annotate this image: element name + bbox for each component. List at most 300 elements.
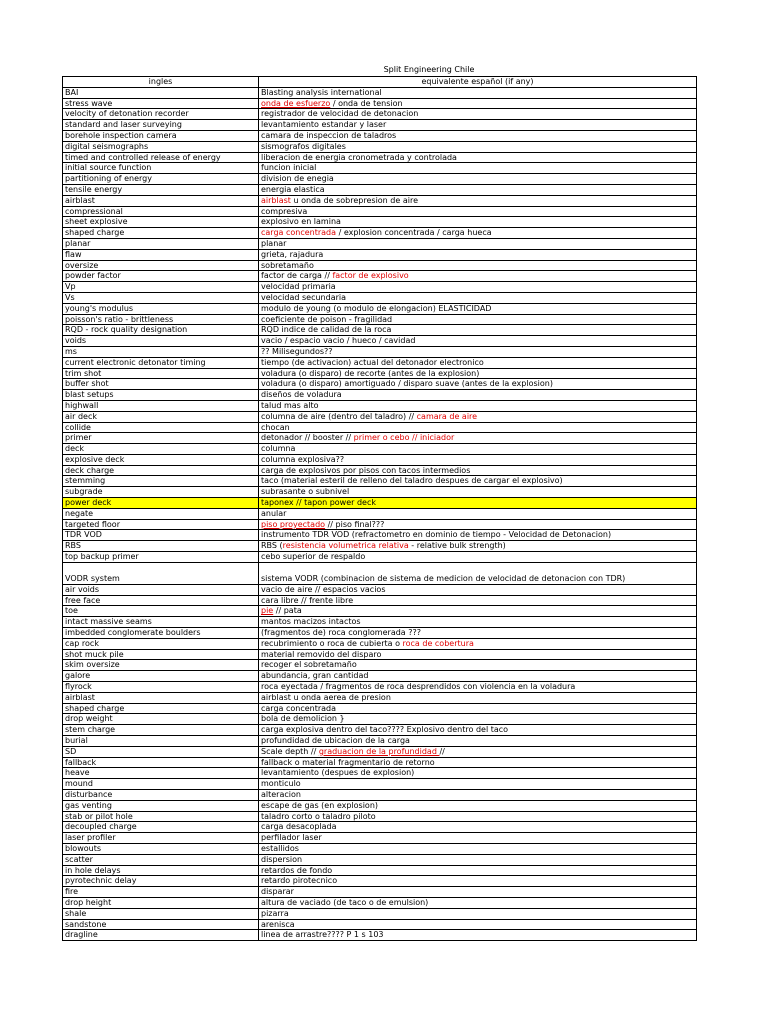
term-text: Scale depth // — [261, 746, 319, 756]
table-row — [63, 628, 697, 639]
english-term-cell: stress wave — [63, 98, 259, 109]
english-term-cell: drop height — [63, 897, 259, 908]
table-row — [63, 487, 697, 498]
table-row — [63, 400, 697, 411]
highlighted-term: onda de esfuerzo — [261, 98, 331, 108]
spanish-term-cell — [259, 487, 697, 498]
english-term-cell: primer — [63, 433, 259, 444]
term-text: vacio / espacio vacio / hueco / cavidad — [261, 336, 416, 346]
table-row — [63, 671, 697, 682]
english-term-cell: digital seismographs — [63, 141, 259, 152]
term-text: // — [439, 746, 445, 756]
table-row — [63, 779, 697, 790]
table-row — [63, 660, 697, 671]
spanish-term-cell — [259, 87, 697, 98]
table-row — [63, 887, 697, 898]
english-term-cell: trim shot — [63, 368, 259, 379]
table-row — [63, 757, 697, 768]
spanish-term-cell — [259, 628, 697, 639]
table-row — [63, 811, 697, 822]
english-term-cell: oversize — [63, 260, 259, 271]
term-text: bola de demolicion } — [261, 714, 345, 724]
table-row — [63, 98, 697, 109]
spanish-term-cell — [259, 465, 697, 476]
spanish-term-cell — [259, 811, 697, 822]
english-term-cell: imbedded conglomerate boulders — [63, 628, 259, 639]
header-spanish: equivalente español (if any) — [259, 77, 697, 88]
table-row — [63, 768, 697, 779]
english-term-cell: air deck — [63, 411, 259, 422]
spanish-term-cell — [259, 336, 697, 347]
term-text: // piso final??? — [325, 519, 385, 529]
glossary-table — [62, 76, 697, 941]
spanish-term-cell — [259, 562, 697, 584]
spanish-term-cell — [259, 98, 697, 109]
term-text: monticulo — [261, 779, 301, 789]
spanish-term-cell — [259, 141, 697, 152]
term-text: camara de inspeccion de taladros — [261, 130, 397, 140]
table-row — [63, 649, 697, 660]
table-row — [63, 897, 697, 908]
english-term-cell: stab or pilot hole — [63, 811, 259, 822]
table-row — [63, 282, 697, 293]
spanish-term-cell — [259, 271, 697, 282]
english-term-cell: tensile energy — [63, 184, 259, 195]
english-term-cell: toe — [63, 606, 259, 617]
term-text: carga concentrada — [261, 703, 337, 713]
english-term-cell: RQD - rock quality designation — [63, 325, 259, 336]
spanish-term-cell — [259, 422, 697, 433]
term-text: levantamiento (despues de explosion) — [261, 768, 415, 778]
term-text: taponex // tapon power deck — [261, 498, 376, 508]
english-term-cell: RBS — [63, 541, 259, 552]
table-row — [63, 120, 697, 131]
term-text: cara libre // frente libre — [261, 595, 354, 605]
term-text: talud mas alto — [261, 400, 319, 410]
table-row — [63, 217, 697, 228]
english-term-cell: skim oversize — [63, 660, 259, 671]
spanish-term-cell — [259, 411, 697, 422]
english-term-cell: power deck — [63, 498, 259, 509]
table-row — [63, 638, 697, 649]
term-text: material removido del disparo — [261, 649, 382, 659]
term-text: // pata — [273, 606, 302, 616]
table-row — [63, 476, 697, 487]
term-text: alteracion — [261, 790, 301, 799]
spanish-term-cell — [259, 152, 697, 163]
term-text: subrasante o subnivel — [261, 487, 350, 497]
table-row — [63, 314, 697, 325]
table-row — [63, 271, 697, 282]
table-row — [63, 325, 697, 336]
spanish-term-cell — [259, 584, 697, 595]
english-term-cell: collide — [63, 422, 259, 433]
spanish-term-cell — [259, 897, 697, 908]
english-term-cell: velocity of detonation recorder — [63, 109, 259, 120]
english-term-cell: shale — [63, 908, 259, 919]
term-text: (fragmentos de) roca conglomerada ??? — [261, 628, 421, 638]
term-text: fallback o material fragmentario de retorno — [261, 757, 435, 767]
term-text: chocan — [261, 422, 290, 432]
spanish-term-cell — [259, 163, 697, 174]
spanish-term-cell — [259, 530, 697, 541]
table-row — [63, 530, 697, 541]
table-row — [63, 919, 697, 930]
table-row — [63, 736, 697, 747]
english-term-cell: powder factor — [63, 271, 259, 282]
spanish-term-cell — [259, 649, 697, 660]
spanish-term-cell — [259, 238, 697, 249]
table-row — [63, 822, 697, 833]
table-row — [63, 800, 697, 811]
spanish-term-cell — [259, 617, 697, 628]
english-term-cell: flyrock — [63, 682, 259, 693]
spanish-term-cell — [259, 314, 697, 325]
spanish-term-cell — [259, 519, 697, 530]
english-term-cell: VODR system — [63, 562, 259, 584]
table-row — [63, 703, 697, 714]
spanish-term-cell — [259, 476, 697, 487]
table-row — [63, 238, 697, 249]
table-row — [63, 174, 697, 185]
spanish-term-cell — [259, 660, 697, 671]
term-text: diseños de voladura — [261, 390, 342, 400]
spanish-term-cell — [259, 865, 697, 876]
term-text: tiempo (de activacion) actual del detonador electronico — [261, 357, 484, 367]
spanish-term-cell — [259, 833, 697, 844]
highlighted-term: graduacion de la profundidad — [318, 746, 440, 756]
table-row — [63, 141, 697, 152]
highlighted-term: roca de cobertura — [402, 638, 474, 648]
table-row — [63, 184, 697, 195]
term-text: columna de aire (dentro del taladro) // — [261, 411, 417, 421]
english-term-cell: disturbance — [63, 790, 259, 801]
spanish-term-cell — [259, 260, 697, 271]
term-text: velocidad secundaria — [261, 292, 347, 302]
table-row — [63, 465, 697, 476]
english-term-cell: cap rock — [63, 638, 259, 649]
table-row — [63, 433, 697, 444]
english-term-cell: partitioning of energy — [63, 174, 259, 185]
spanish-term-cell — [259, 368, 697, 379]
english-term-cell: pyrotechnic delay — [63, 876, 259, 887]
term-text: anular — [261, 508, 287, 518]
english-term-cell: stemming — [63, 476, 259, 487]
spanish-term-cell — [259, 854, 697, 865]
english-term-cell: flaw — [63, 249, 259, 260]
term-text: grieta, rajadura — [261, 249, 324, 259]
english-term-cell: blast setups — [63, 390, 259, 401]
english-term-cell: deck charge — [63, 465, 259, 476]
term-text: carga de explosivos por pisos con tacos intermedios — [261, 465, 471, 475]
highlighted-term: pie — [261, 606, 274, 616]
spanish-term-cell — [259, 768, 697, 779]
spanish-term-cell — [259, 552, 697, 563]
term-text: modulo de young (o modulo de elongacion) ELASTICIDAD — [261, 303, 492, 313]
term-text: registrador de velocidad de detonacion — [261, 109, 419, 119]
spanish-term-cell — [259, 714, 697, 725]
term-text: pizarra — [261, 908, 289, 918]
table-row — [63, 454, 697, 465]
term-text: detonador // booster // — [261, 433, 354, 443]
table-row — [63, 595, 697, 606]
spanish-term-cell — [259, 228, 697, 239]
spanish-term-cell — [259, 800, 697, 811]
term-text: altura de vaciado (de taco o de emulsion) — [261, 897, 429, 907]
term-text: explosivo en lamina — [261, 217, 341, 227]
english-term-cell: current electronic detonator timing — [63, 357, 259, 368]
english-term-cell: young's modulus — [63, 303, 259, 314]
english-term-cell: explosive deck — [63, 454, 259, 465]
spanish-term-cell — [259, 346, 697, 357]
spanish-term-cell — [259, 184, 697, 195]
spanish-term-cell — [259, 498, 697, 509]
english-term-cell: laser profiler — [63, 833, 259, 844]
term-text: arenisca — [261, 919, 295, 929]
term-text: / explosion concentrada / carga hueca — [336, 228, 492, 238]
english-term-cell: initial source function — [63, 163, 259, 174]
spanish-term-cell — [259, 671, 697, 682]
english-term-cell: voids — [63, 336, 259, 347]
spreadsheet — [62, 64, 696, 941]
english-term-cell: shaped charge — [63, 228, 259, 239]
spanish-term-cell — [259, 595, 697, 606]
english-term-cell: sheet explosive — [63, 217, 259, 228]
spanish-term-cell — [259, 109, 697, 120]
english-term-cell: dragline — [63, 930, 259, 941]
table-row — [63, 519, 697, 530]
english-term-cell: mound — [63, 779, 259, 790]
spanish-term-cell — [259, 249, 697, 260]
spanish-term-cell — [259, 725, 697, 736]
term-text: planar — [261, 238, 287, 248]
term-text: cebo superior de respaldo — [261, 552, 366, 562]
english-term-cell: Vp — [63, 282, 259, 293]
spanish-term-cell — [259, 606, 697, 617]
english-term-cell: timed and controlled release of energy — [63, 152, 259, 163]
term-text: retardos de fondo — [261, 865, 333, 875]
spanish-term-cell — [259, 206, 697, 217]
table-row — [63, 865, 697, 876]
term-text: vacio de aire // espacios vacios — [261, 584, 386, 594]
spanish-term-cell — [259, 919, 697, 930]
table-row — [63, 541, 697, 552]
english-term-cell: top backup primer — [63, 552, 259, 563]
english-term-cell: TDR VOD — [63, 530, 259, 541]
term-text: abundancia, gran cantidad — [261, 671, 369, 681]
term-text: profundidad de ubicacion de la carga — [261, 736, 410, 746]
table-row — [63, 206, 697, 217]
term-text: columna explosiva?? — [261, 454, 345, 464]
spanish-term-cell — [259, 379, 697, 390]
english-term-cell: airblast — [63, 195, 259, 206]
english-term-cell: Vs — [63, 292, 259, 303]
spanish-term-cell — [259, 703, 697, 714]
table-row — [63, 152, 697, 163]
table-row — [63, 163, 697, 174]
highlighted-term: airblast — [261, 195, 291, 205]
english-term-cell: ms — [63, 346, 259, 357]
spanish-term-cell — [259, 325, 697, 336]
term-text: sistema VODR (combinacion de sistema de medicion de velocidad de detonacion con TDR) — [261, 574, 626, 584]
table-row — [63, 368, 697, 379]
table-row — [63, 843, 697, 854]
table-row — [63, 292, 697, 303]
table-row — [63, 562, 697, 584]
highlighted-term: resistencia volumetrica relativa — [282, 541, 409, 551]
english-term-cell: drop weight — [63, 714, 259, 725]
term-text: recubrimiento o roca de cubierta o — [261, 638, 403, 648]
term-text: - relative bulk strength) — [408, 541, 506, 551]
term-text: linea de arrastre???? P 1 s 103 — [261, 930, 384, 940]
spanish-term-cell — [259, 454, 697, 465]
spanish-term-cell — [259, 908, 697, 919]
spanish-term-cell — [259, 508, 697, 519]
term-text: factor de carga // — [261, 271, 333, 281]
highlighted-term: camara de aire — [416, 411, 478, 421]
header-row — [63, 77, 697, 88]
spanish-term-cell — [259, 292, 697, 303]
table-row — [63, 725, 697, 736]
spanish-term-cell — [259, 217, 697, 228]
spanish-term-cell — [259, 682, 697, 693]
spanish-term-cell — [259, 746, 697, 757]
english-term-cell: sandstone — [63, 919, 259, 930]
english-term-cell: deck — [63, 444, 259, 455]
term-text: levantamiento estandar y laser — [261, 120, 387, 130]
english-term-cell: planar — [63, 238, 259, 249]
spanish-term-cell — [259, 303, 697, 314]
term-text: sismografos digitales — [261, 141, 346, 151]
table-row — [63, 908, 697, 919]
table-row — [63, 379, 697, 390]
table-row — [63, 790, 697, 801]
term-text: airblast u onda aerea de presion — [261, 692, 391, 702]
english-term-cell: airblast — [63, 692, 259, 703]
spanish-term-cell — [259, 736, 697, 747]
table-row — [63, 714, 697, 725]
term-text: instrumento TDR VOD (refractometro en dominio de tiempo - Velocidad de Detonacion) — [261, 530, 612, 540]
term-text: energia elastica — [261, 184, 325, 194]
term-text: carga explosiva dentro del taco???? Explosivo dentro del taco — [261, 725, 509, 735]
term-text: perfilador laser — [261, 833, 322, 843]
term-text: retardo pirotecnico — [261, 876, 338, 886]
term-text: voladura (o disparo) amortiguado / disparo suave (antes de la explosion) — [261, 379, 553, 389]
table-row — [63, 303, 697, 314]
english-term-cell: shaped charge — [63, 703, 259, 714]
table-row — [63, 930, 697, 941]
english-term-cell: gas venting — [63, 800, 259, 811]
table-row — [63, 746, 697, 757]
header-english: ingles — [63, 77, 259, 88]
table-row — [63, 109, 697, 120]
spanish-term-cell — [259, 930, 697, 941]
table-row — [63, 346, 697, 357]
table-row — [63, 411, 697, 422]
term-text: carga desacoplada — [261, 822, 337, 832]
spanish-term-cell — [259, 390, 697, 401]
spanish-term-cell — [259, 638, 697, 649]
english-term-cell: burial — [63, 736, 259, 747]
term-text: taladro corto o taladro piloto — [261, 811, 376, 821]
highlighted-term: piso proyectado — [261, 519, 326, 529]
spanish-term-cell — [259, 282, 697, 293]
spanish-term-cell — [259, 757, 697, 768]
table-row — [63, 876, 697, 887]
table-row — [63, 444, 697, 455]
table-row — [63, 617, 697, 628]
english-term-cell: buffer shot — [63, 379, 259, 390]
english-term-cell: fallback — [63, 757, 259, 768]
term-text: columna — [261, 444, 296, 454]
table-row — [63, 390, 697, 401]
term-text: liberacion de energia cronometrada y controlada — [261, 152, 457, 162]
table-row — [63, 854, 697, 865]
english-term-cell: borehole inspection camera — [63, 130, 259, 141]
spanish-term-cell — [259, 433, 697, 444]
spanish-term-cell — [259, 779, 697, 790]
term-text: disparar — [261, 887, 294, 897]
table-row — [63, 422, 697, 433]
english-term-cell: blowouts — [63, 843, 259, 854]
english-term-cell: compressional — [63, 206, 259, 217]
spanish-term-cell — [259, 887, 697, 898]
english-term-cell: standard and laser surveying — [63, 120, 259, 131]
term-text: coeficiente de poison - fragilidad — [261, 314, 393, 324]
term-text: RQD indice de calidad de la roca — [261, 325, 392, 335]
table-row — [63, 508, 697, 519]
english-term-cell: air voids — [63, 584, 259, 595]
table-row — [63, 249, 697, 260]
term-text: compresiva — [261, 206, 308, 216]
english-term-cell: intact massive seams — [63, 617, 259, 628]
spanish-term-cell — [259, 692, 697, 703]
term-text: u onda de sobrepresion de aire — [290, 195, 418, 205]
spanish-term-cell — [259, 120, 697, 131]
english-term-cell: fire — [63, 887, 259, 898]
english-term-cell: SD — [63, 746, 259, 757]
table-row — [63, 87, 697, 98]
table-row — [63, 357, 697, 368]
term-text: taco (material esteril de relleno del taladro despues de cargar el explosivo) — [261, 476, 563, 486]
spanish-term-cell — [259, 400, 697, 411]
english-term-cell: highwall — [63, 400, 259, 411]
spanish-term-cell — [259, 541, 697, 552]
term-text: mantos macizos intactos — [261, 617, 361, 627]
spanish-term-cell — [259, 822, 697, 833]
table-row — [63, 606, 697, 617]
spanish-term-cell — [259, 195, 697, 206]
spanish-term-cell — [259, 130, 697, 141]
english-term-cell: in hole delays — [63, 865, 259, 876]
term-text: ?? Milisegundos?? — [261, 346, 333, 356]
spanish-term-cell — [259, 790, 697, 801]
highlighted-term: factor de explosivo — [332, 271, 409, 281]
table-row — [63, 584, 697, 595]
english-term-cell: scatter — [63, 854, 259, 865]
term-text: roca eyectada / fragmentos de roca desprendidos con violencia en la voladura — [261, 682, 576, 692]
highlighted-term: carga concentrada — [261, 228, 337, 238]
english-term-cell: subgrade — [63, 487, 259, 498]
spanish-term-cell — [259, 843, 697, 854]
table-row — [63, 228, 697, 239]
english-term-cell: BAI — [63, 87, 259, 98]
table-row — [63, 260, 697, 271]
table-row — [63, 682, 697, 693]
spanish-term-cell — [259, 174, 697, 185]
table-row — [63, 692, 697, 703]
term-text: recoger el sobretamaño — [261, 660, 357, 670]
